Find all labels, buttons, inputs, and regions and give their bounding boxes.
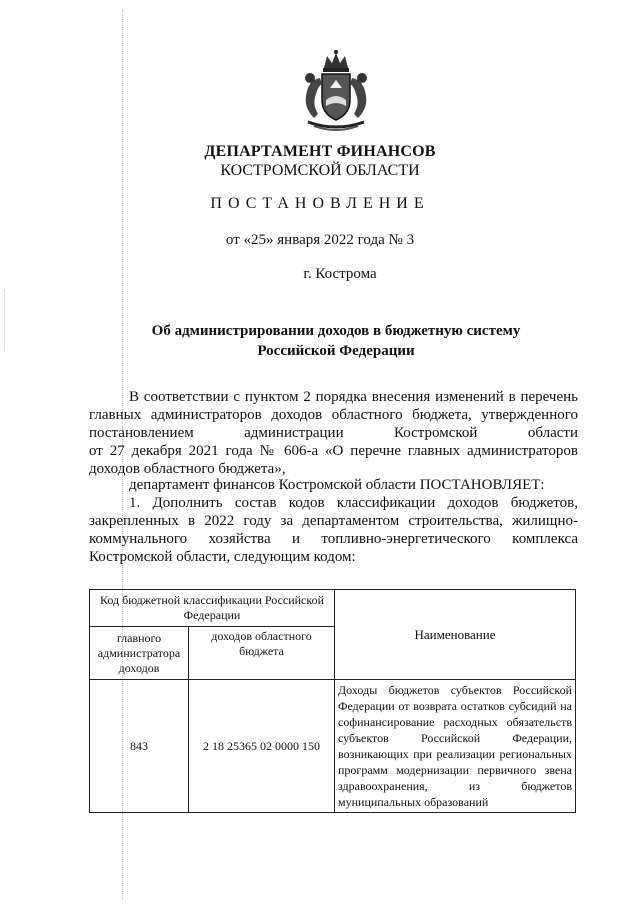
- document-date: от «25» января 2022 года № 3: [225, 232, 415, 248]
- row-name: Доходы бюджетов субъектов Российской Федерации от возврата остатков субсидий на софинансирование расходных обязательств субъектов Российской Федерации, возникающих при реализации региональных программ модернизации первичного звена здравоохранения, из бюджетов муниципальных образований: [335, 680, 576, 813]
- body-line: В соответствии с пунктом 2 порядка внесения изменений в перечень: [129, 389, 578, 405]
- department-heading: ДЕПАРТАМЕНТ ФИНАНСОВ: [204, 143, 436, 160]
- body-line: 1. Дополнить состав кодов классификации доходов бюджетов,: [129, 495, 578, 511]
- title-line: Об администрировании доходов в бюджетную систему: [151, 323, 521, 339]
- body-line: коммунального хозяйства и топливно-энергетического комплекса: [89, 531, 578, 547]
- body-line: от 27 декабря 2021 года № 606-а «О перечне главных администраторов: [89, 443, 578, 459]
- header-code-group: Код бюджетной классификации Российской Федерации: [90, 590, 335, 627]
- item-1-paragraph: [89, 494, 578, 566]
- document-city: г. Кострома: [303, 266, 377, 282]
- table-header-row: [90, 590, 576, 627]
- row-budget-code: 2 18 25365 02 0000 150: [189, 680, 335, 813]
- resolve-line: департамент финансов Костромской области ПОСТАНОВЛЯЕТ:: [129, 477, 545, 493]
- row-admin-code: 843: [90, 680, 189, 813]
- scan-edge-marks: [4, 290, 5, 350]
- body-line: Костромской области, следующим кодом:: [89, 549, 356, 565]
- document-title: [16, 321, 640, 361]
- region-heading: КОСТРОМСКОЙ ОБЛАСТИ: [220, 162, 420, 179]
- preamble-paragraph: [89, 388, 578, 478]
- title-line: Российской Федерации: [257, 343, 415, 359]
- header-admin: главного администратора доходов: [90, 627, 189, 680]
- document-type: ПОСТАНОВЛЕНИЕ: [210, 195, 430, 212]
- classification-table: [89, 589, 576, 813]
- body-line: главных администраторов доходов областного бюджета, утвержденного: [89, 407, 578, 423]
- table-row: [90, 680, 576, 813]
- body-line: доходов областного бюджета»,: [89, 461, 286, 477]
- header-name: Наименование: [335, 590, 576, 680]
- coat-of-arms-icon: [292, 48, 380, 136]
- header-budget: доходов областного бюджета: [189, 627, 335, 680]
- body-line: закрепленных в 2022 году за департаментом строительства, жилищно-: [89, 513, 578, 529]
- body-line: постановлением администрации Костромской области: [89, 425, 578, 441]
